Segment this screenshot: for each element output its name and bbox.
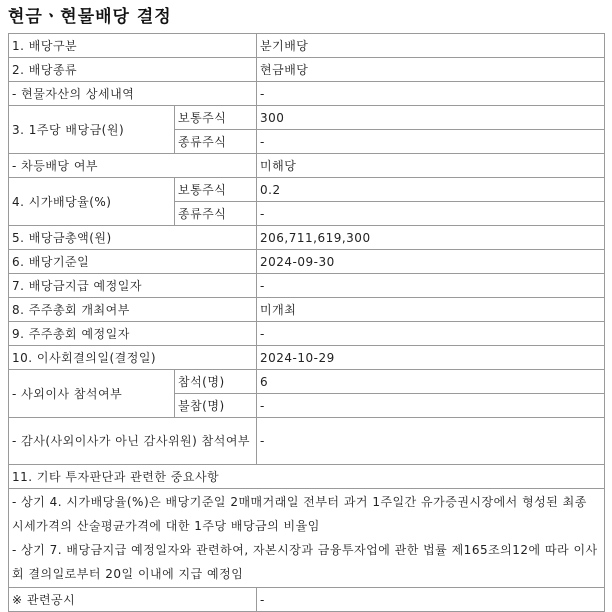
table-row bbox=[9, 298, 605, 322]
page-title: 현금ㆍ현물배당 결정 bbox=[8, 7, 172, 27]
row-value: 206,711,619,300 bbox=[257, 226, 605, 250]
table-row bbox=[9, 370, 605, 394]
table-row bbox=[9, 489, 605, 588]
row-label: 7. 배당금지급 예정일자 bbox=[9, 274, 257, 298]
table-row bbox=[9, 178, 605, 202]
table-row bbox=[9, 322, 605, 346]
row-label: 1. 배당구분 bbox=[9, 34, 257, 58]
table-row bbox=[9, 250, 605, 274]
note-text: - 상기 4. 시가배당율(%)은 배당기준일 2매매거래일 전부터 과거 1주일간 유가증권시장에서 형성된 최종 시세가격의 산술평균가격에 대한 1주당 배당금의 비율임 bbox=[12, 495, 587, 533]
row-label: 10. 이사회결의일(결정일) bbox=[9, 346, 257, 370]
row-sublabel: 종류주식 bbox=[175, 202, 257, 226]
table-row bbox=[9, 418, 605, 465]
row-value: - bbox=[257, 130, 605, 154]
row-value: - bbox=[257, 588, 605, 612]
table-row bbox=[9, 226, 605, 250]
table-row bbox=[9, 274, 605, 298]
row-label: - 사외이사 참석여부 bbox=[9, 370, 175, 418]
row-value: 현금배당 bbox=[257, 58, 605, 82]
row-label: 6. 배당기준일 bbox=[9, 250, 257, 274]
row-label: 2. 배당종류 bbox=[9, 58, 257, 82]
section-heading: 11. 기타 투자판단과 관련한 중요사항 bbox=[9, 465, 605, 489]
row-value: - bbox=[257, 82, 605, 106]
row-value: 300 bbox=[257, 106, 605, 130]
row-sublabel: 종류주식 bbox=[175, 130, 257, 154]
row-label: ※ 관련공시 bbox=[9, 588, 257, 612]
notes-cell bbox=[9, 489, 605, 588]
row-label: 9. 주주총회 예정일자 bbox=[9, 322, 257, 346]
table-row bbox=[9, 82, 605, 106]
row-value: 6 bbox=[257, 370, 605, 394]
row-value: - bbox=[257, 274, 605, 298]
row-value: 미개최 bbox=[257, 298, 605, 322]
row-sublabel: 보통주식 bbox=[175, 106, 257, 130]
row-value: - bbox=[257, 418, 605, 465]
note-text: - 상기 7. 배당금지급 예정일자와 관련하여, 자본시장과 금융투자업에 관한 법률 제165조의12에 따라 이사회 결의일로부터 20일 이내에 지급 예정임 bbox=[12, 543, 598, 581]
row-value: - bbox=[257, 202, 605, 226]
row-value: - bbox=[257, 394, 605, 418]
row-value: 2024-09-30 bbox=[257, 250, 605, 274]
row-label: 5. 배당금총액(원) bbox=[9, 226, 257, 250]
row-label: 8. 주주총회 개최여부 bbox=[9, 298, 257, 322]
row-sublabel: 참석(명) bbox=[175, 370, 257, 394]
row-value: - bbox=[257, 322, 605, 346]
table-row bbox=[9, 106, 605, 130]
row-value: 분기배당 bbox=[257, 34, 605, 58]
table-row bbox=[9, 346, 605, 370]
table-row bbox=[9, 154, 605, 178]
row-sublabel: 보통주식 bbox=[175, 178, 257, 202]
row-label: 3. 1주당 배당금(원) bbox=[9, 106, 175, 154]
table-row bbox=[9, 465, 605, 489]
table-row bbox=[9, 588, 605, 612]
row-label: 4. 시가배당율(%) bbox=[9, 178, 175, 226]
row-label: - 감사(사외이사가 아닌 감사위원) 참석여부 bbox=[9, 418, 257, 465]
disclosure-table bbox=[8, 33, 605, 612]
row-value: 0.2 bbox=[257, 178, 605, 202]
row-sublabel: 불참(명) bbox=[175, 394, 257, 418]
table-row bbox=[9, 34, 605, 58]
row-label: - 현물자산의 상세내역 bbox=[9, 82, 257, 106]
row-value: 2024-10-29 bbox=[257, 346, 605, 370]
row-label: - 차등배당 여부 bbox=[9, 154, 257, 178]
row-value: 미해당 bbox=[257, 154, 605, 178]
table-row bbox=[9, 58, 605, 82]
